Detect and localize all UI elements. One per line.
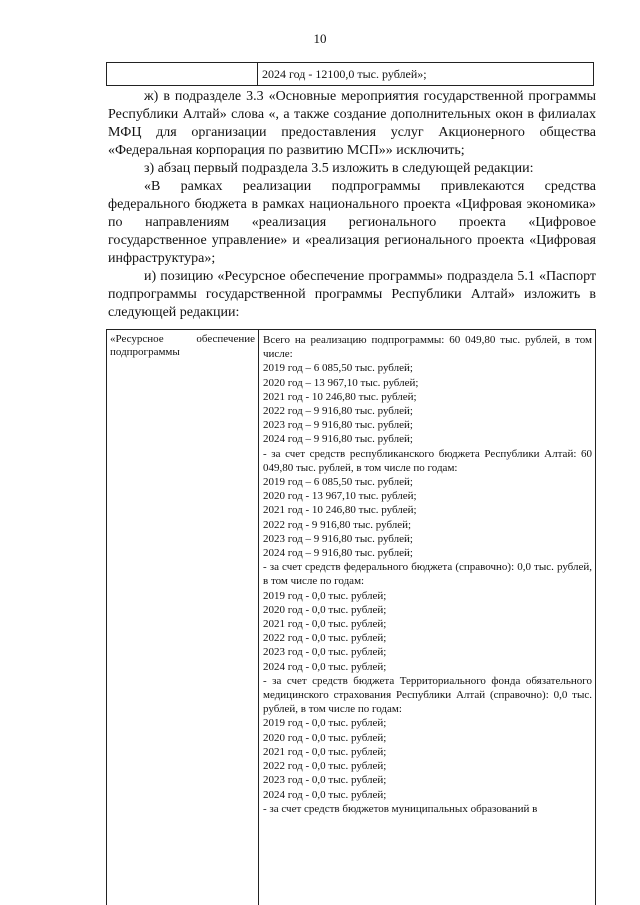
table-line: 2022 год - 0,0 тыс. рублей; — [263, 632, 387, 645]
table-line: 2020 год – 13 967,10 тыс. рублей; — [263, 376, 419, 389]
document-body — [108, 88, 596, 322]
top-table-fragment — [106, 62, 594, 86]
table-line: - за счет средств бюджета Территориального фонда обязательного медицинского страхования Республики Алтай (справочно): 0,0 тыс. рублей, в том числе по годам: — [263, 674, 592, 716]
table-line: 2019 год - 0,0 тыс. рублей; — [263, 717, 387, 730]
paragraph-zh: ж) в подразделе 3.3 «Основные мероприятия государственной программы Республики Алтай» слова «, а также создание дополнительных окон в филиалах МФЦ для организации предоставления услуг Акционерного общества «Федеральная корпорация по развитию МСП»» исключить; — [108, 89, 596, 158]
top-table-left-cell — [107, 63, 258, 85]
table-line: 2023 год - 0,0 тыс. рублей; — [263, 774, 387, 787]
table-line: 2024 год - 0,0 тыс. рублей; — [263, 788, 387, 801]
table-line: 2022 год - 9 916,80 тыс. рублей; — [263, 518, 412, 531]
table-line: 2020 год - 13 967,10 тыс. рублей; — [263, 490, 417, 503]
paragraph-i: и) позицию «Ресурсное обеспечение программы» подраздела 5.1 «Паспорт подпрограммы государственной программы Республики Алтай» изложить в следующей редакции: — [108, 269, 596, 320]
table-line: 2019 год – 6 085,50 тыс. рублей; — [263, 476, 413, 489]
table-line: - за счет средств бюджетов муниципальных образований в — [263, 802, 538, 815]
table-line: 2020 год - 0,0 тыс. рублей; — [263, 731, 387, 744]
resource-table — [106, 329, 596, 905]
table-line: 2023 год – 9 916,80 тыс. рублей; — [263, 532, 413, 545]
table-line: 2020 год - 0,0 тыс. рублей; — [263, 603, 387, 616]
table-line: 2021 год - 0,0 тыс. рублей; — [263, 618, 387, 631]
page-number: 10 — [313, 31, 327, 46]
table-line: - за счет средств федерального бюджета (справочно): 0,0 тыс. рублей, в том числе по годам: — [263, 561, 592, 588]
table-line: 2022 год - 0,0 тыс. рублей; — [263, 760, 387, 773]
table-line: - за счет средств республиканского бюджета Республики Алтай: 60 049,80 тыс. рублей, в том числе по годам: — [263, 447, 592, 474]
table-line: Всего на реализацию подпрограммы: 60 049,80 тыс. рублей, в том числе: — [263, 334, 592, 361]
table-line: 2024 год - 0,0 тыс. рублей; — [263, 660, 387, 673]
table-right-cell — [259, 330, 595, 905]
table-line: 2024 год – 9 916,80 тыс. рублей; — [263, 433, 413, 446]
table-line: 2021 год - 10 246,80 тыс. рублей; — [263, 390, 417, 403]
table-line: 2024 год – 9 916,80 тыс. рублей; — [263, 547, 413, 560]
table-line: 2021 год - 0,0 тыс. рублей; — [263, 745, 387, 758]
table-left-cell: «Ресурсное обеспечение подпрограммы — [107, 330, 259, 905]
paragraph-z: з) абзац первый подраздела 3.5 изложить в следующей редакции: — [144, 161, 534, 176]
table-line: 2021 год - 10 246,80 тыс. рублей; — [263, 504, 417, 517]
table-line: 2023 год – 9 916,80 тыс. рублей; — [263, 419, 413, 432]
top-table-right-cell: 2024 год - 12100,0 тыс. рублей»; — [262, 67, 427, 81]
table-line: 2019 год - 0,0 тыс. рублей; — [263, 589, 387, 602]
table-line: 2023 год - 0,0 тыс. рублей; — [263, 646, 387, 659]
paragraph-quote: «В рамках реализации подпрограммы привлекаются средства федерального бюджета в рамках национального проекта «Цифровая экономика» по направлениям «реализация регионального проекта «Цифровое государственное управление» и «реализация регионального проекта «Цифровая инфраструктура»; — [108, 179, 596, 266]
table-line: 2022 год – 9 916,80 тыс. рублей; — [263, 405, 413, 418]
table-line: 2019 год – 6 085,50 тыс. рублей; — [263, 362, 413, 375]
